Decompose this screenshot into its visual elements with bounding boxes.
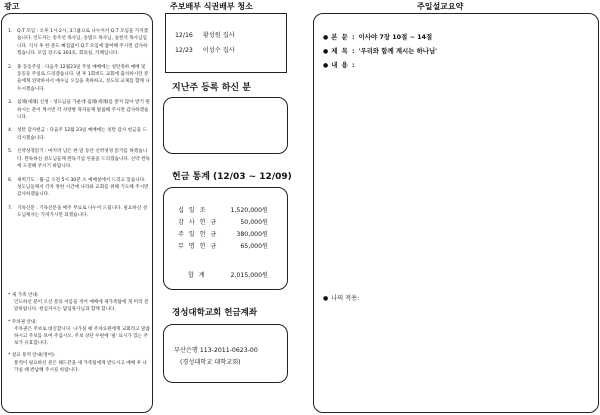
cleaning-row [175,30,235,39]
ad-text: Q.T 모임 : 오후 1시-2시, 3그룹으로 나누어서 Q.T 모임을 가지겠습니다. 인도자는 송주선 목사님, 송범오 목사님, 실천석 목사님입니다. 식사 후 한 분도 빠짐없이 Q.T 모임에 참여해 주시면 감사하겠습니다. 모임 장소로 303호, 회의실, 카페입니다. [17,29,149,57]
notes-list [8,292,150,379]
offering-category: 감 사 헌 금 [178,219,218,226]
bullet-icon: ● [323,62,329,69]
offering-category: 무 명 헌 금 [178,243,218,250]
ad-item [8,205,150,220]
cleaning-name: 이성수 집사 [202,47,235,54]
registration-title: 지난주 등록 하신 분 [172,83,251,93]
offering-row [178,241,268,250]
note-body: 통역이 필요하신 분은 헤드폰을 새 가족팀에게 받으시고 예배 후 나가실 때 반납해 주시길 바랍니다. [14,360,147,373]
account-title: 경성대학교회 헌금계좌 [172,308,258,318]
note-item [8,352,150,374]
cleaning-date: 12/16 [175,32,193,39]
ads-title: 광고 [4,2,20,11]
note-body: 인도하신 분이 오신 분의 이름을 적어 예배에 새가족탐에 게 미리 전달바랍니다. 헌심자시는 담임목사님과 함께 합니다. [14,300,149,313]
offering-row [178,205,268,214]
cleaning-title: 주보배부 식권배부 청소 [170,2,253,11]
offering-category: 십 일 조 [178,207,207,214]
sermon-theme-value: '우리와 함께 계시는 하나님' [358,47,438,55]
cleaning-name: 황성원 집사 [202,32,235,39]
offering-panel [163,187,288,290]
offering-category: 주 일 헌 금 [178,231,218,238]
sermon-apply-row [323,293,359,302]
offering-row [178,217,268,226]
ad-text: 성탄 감사헌금 : 다음주 12월 23일 예배에는 성탄 감사 헌금을 드리시겠습니다. [17,128,147,141]
bullet-icon: ● [323,48,329,55]
ad-number: 7. [8,205,13,211]
ad-item [8,28,150,58]
sermon-content-label: 내 용 : [331,61,356,69]
ad-text: 침례(세례) 신청 : 성도님들 가운데 침례(세례)를 받지 않아 받기 원하시는 분이 계시면 각 사랑방 목자들께 말씀해 주시면 감사하겠습니다. [17,100,150,121]
bullet-icon: ● [323,295,329,302]
account-holder: (경성대학교 대학교회) [180,359,241,366]
ad-text: 홍 동동주일 : 다음주 12월23일 주일 예배에는 성탄축하 예배 및 동동동 주일로 드리겠습니다. 낸 후 1회비도 교회에 출석하시던 분들에게 연락하셔서 예수님 오심을 축하하고, 성도의 교제를 함께 나누시겠습니다. [17,64,150,92]
offering-title: 헌금 통계 (12/03 ~ 12/09) [172,172,292,182]
sermon-content-row [323,60,359,69]
note-title: * 주차권 안내: [8,319,37,325]
ads-list [8,28,150,226]
offering-total-label: 합 계 [188,272,207,279]
offering-amount: 380,000원 [236,231,268,238]
ad-item [8,177,150,199]
offering-amount: 65,000원 [240,243,268,250]
sermon-panel [313,13,599,413]
note-item [8,292,150,314]
note-item [8,319,150,348]
ad-item [8,148,150,170]
ad-text: 기독신문 : 기독신문을 매주 무료로 나누어 드립니다. 필요하신 성도님께서는 가져가시면 되겠습니다. [17,205,148,219]
ad-item [8,127,150,142]
account-panel [163,324,288,383]
ad-number: 2. [8,64,13,70]
sermon-text-label: 본 문 : [331,33,356,41]
note-title: * 설교 통역 안내(영어): [8,353,56,359]
ad-text: 새벽기도 : 월-금 오전 5시 30분 소 예배실에서 드리고 있습니다. 성도님들께서 각자 정한 시간에 나라와 교회를 위해 기도해 주시면 감사하겠습니다. [17,177,149,198]
cleaning-panel [165,13,287,73]
registration-panel [163,97,288,154]
ad-number: 1. [8,29,13,34]
sermon-theme-label: 제 목 : [331,47,356,55]
offering-row [178,229,268,238]
sermon-text-value: 이사야 7장 10절 ~ 14절 [358,33,433,41]
ad-item [8,99,150,121]
note-body: 주차권은 주보로 대신합니다. 나가실 때 주차요원에게 교회라고 말씀하시고 주보를 보여 주십시오. 주보 상단 우편에 '필' 표시가 있는 주보가 유효합니다. [14,326,150,347]
ad-item [8,64,150,94]
account-bank: 부산은행 113-2011-0623-00 [174,347,258,354]
offering-amount: 1,520,000원 [230,207,268,214]
offering-amount: 50,000원 [240,219,268,226]
offering-total-row [188,270,268,279]
cleaning-date: 12/23 [175,47,193,54]
ad-number: 5. [8,149,13,155]
bullet-icon: ● [323,34,329,41]
ads-panel [1,13,153,413]
ad-number: 4. [8,128,13,134]
ad-text: 신약성경읽기 : 마지막 남은 한 달 동안 신약성경 읽기를 하겠습니다. 완독하신 성도님들께 완독기념 선물을 드리겠습니다. 신약 완독에 도전해 주시기 바랍니다. [17,149,150,170]
ad-number: 6. [8,177,13,183]
sermon-apply-label: 나의 적용: [331,295,360,302]
cleaning-row [175,45,235,54]
note-title: * 새 가족 안내: [8,293,39,298]
sermon-theme-row [323,46,437,55]
sermon-title: 주일설교요약 [417,2,464,11]
sermon-text-row [323,32,432,41]
offering-total-amount: 2,015,000원 [230,272,268,279]
ad-number: 3. [8,100,13,106]
